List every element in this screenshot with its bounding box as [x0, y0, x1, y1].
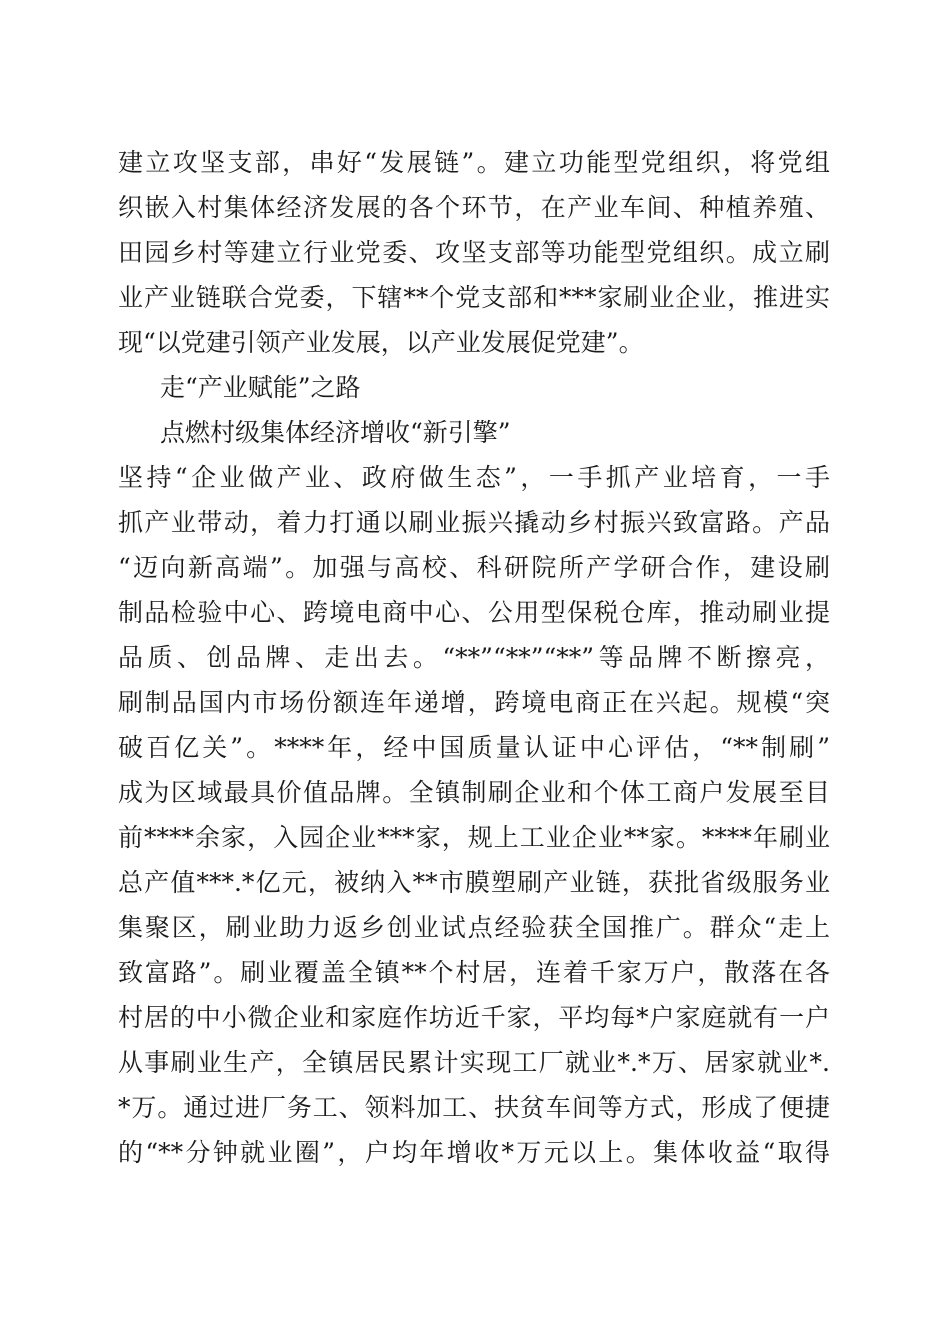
- paragraph-industry-empowerment: [118, 455, 830, 1175]
- paragraph-line: 村居的中小微企业和家庭作坊近千家，平均每*户家庭就有一户: [118, 1003, 830, 1032]
- paragraph-line: 制品检验中心、跨境电商中心、公用型保税仓库，推动刷业提: [118, 598, 830, 627]
- section-heading: 走“产业赋能”之路: [160, 373, 361, 402]
- paragraph-line: 业产业链联合党委，下辖**个党支部和***家刷业企业，推进实: [118, 283, 830, 312]
- paragraph-line: “迈向新高端”。加强与高校、科研院所产学研合作，建设刷: [118, 553, 830, 582]
- paragraph-line: 织嵌入村集体经济发展的各个环节，在产业车间、种植养殖、: [118, 193, 830, 222]
- section-subheading: 点燃村级集体经济增收“新引擎”: [160, 418, 511, 447]
- paragraph-line: 成为区域最具价值品牌。全镇制刷企业和个体工商户发展至目: [118, 778, 830, 807]
- paragraph-line: 刷制品国内市场份额连年递增，跨境电商正在兴起。规模“突: [118, 688, 830, 717]
- paragraph-line: 前****余家，入园企业***家，规上工业企业**家。****年刷业: [118, 823, 830, 852]
- paragraph-line: 田园乡村等建立行业党委、攻坚支部等功能型党组织。成立刷: [118, 238, 830, 267]
- document-page: [118, 140, 830, 1175]
- paragraph-line: 从事刷业生产，全镇居民累计实现工厂就业*.*万、居家就业*.: [118, 1048, 830, 1077]
- paragraph-line: 建立攻坚支部，串好“发展链”。建立功能型党组织，将党组: [118, 148, 830, 177]
- paragraph-party-building: [118, 140, 830, 365]
- paragraph-line: 品质、创品牌、走出去。“**”“**”“**”等品牌不断擦亮，: [118, 643, 830, 672]
- paragraph-line: 致富路”。刷业覆盖全镇**个村居，连着千家万户，散落在各: [118, 958, 830, 987]
- paragraph-line: *万。通过进厂务工、领料加工、扶贫车间等方式，形成了便捷: [118, 1093, 830, 1122]
- paragraph-line: 现“以党建引领产业发展，以产业发展促党建”。: [118, 328, 644, 357]
- paragraph-line: 抓产业带动，着力打通以刷业振兴撬动乡村振兴致富路。产品: [118, 508, 830, 537]
- paragraph-line: 破百亿关”。****年，经中国质量认证中心评估，“**制刷”: [118, 733, 830, 762]
- paragraph-line: 总产值***.*亿元，被纳入**市膜塑刷产业链，获批省级服务业: [118, 868, 830, 897]
- paragraph-line: 坚持“企业做产业、政府做生态”，一手抓产业培育，一手: [118, 463, 830, 492]
- paragraph-line: 的“**分钟就业圈”，户均年增收*万元以上。集体收益“取得: [118, 1138, 830, 1167]
- paragraph-line: 集聚区，刷业助力返乡创业试点经验获全国推广。群众“走上: [118, 913, 830, 942]
